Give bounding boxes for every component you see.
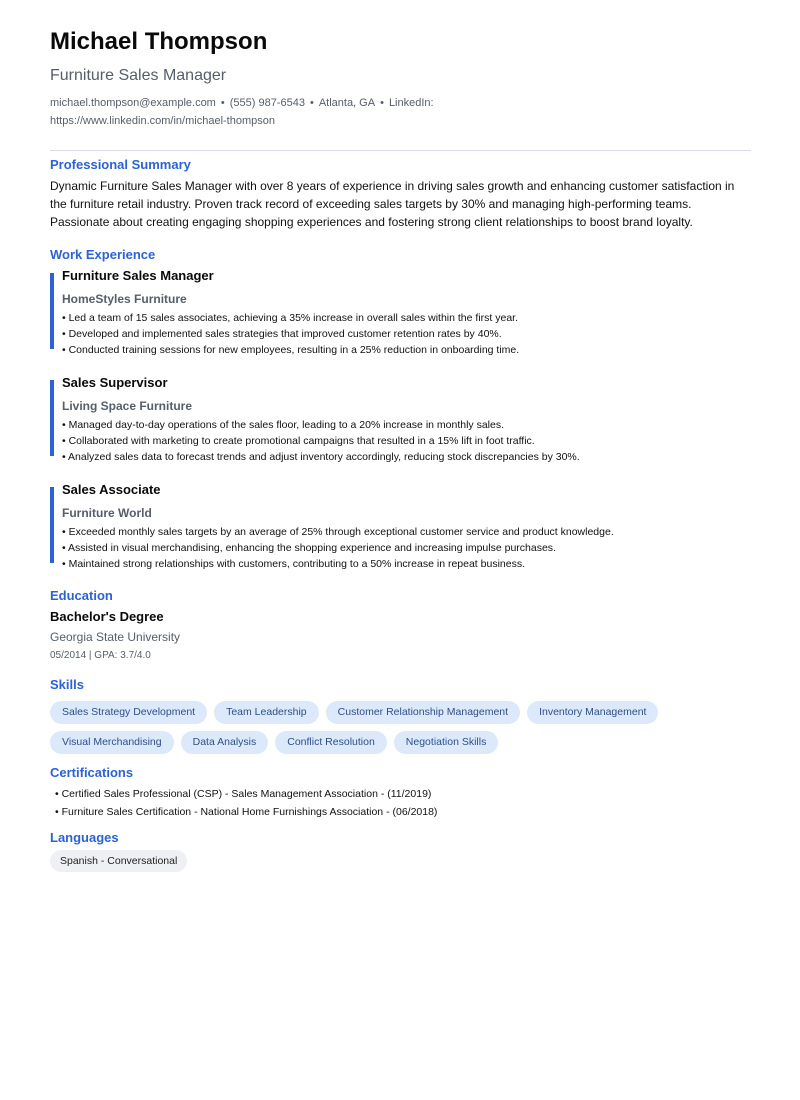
skill-chip: Negotiation Skills [394,731,499,754]
summary-section [50,157,751,231]
contact-separator: • [220,97,225,109]
education-section [50,588,751,663]
summary-text: Dynamic Furniture Sales Manager with over 8 years of experience in driving sales growth and enhancing customer satisfaction in the furniture retail industry. Proven track record of exceeding sales targets by 30% and managing high-performing teams. Passionate about creating engaging shopping experiences and fostering strong client relationships to boost brand loyalty. [50,179,735,229]
section-heading-summary: Professional Summary [50,157,191,172]
contact-separator: • [380,97,384,109]
job-bullet: • Analyzed sales data to forecast trends and adjust inventory accordingly, reducing stock discrepancies by 30%. [62,451,580,463]
job-bullet: • Managed day-to-day operations of the sales floor, leading to a 20% increase in monthly sales. [62,419,505,431]
job-accent-bar [50,380,54,456]
skills-list [50,701,750,761]
contact-phone: (555) 987-6543 [229,97,305,109]
education-school: Georgia State University [50,630,181,644]
skill-chip: Sales Strategy Development [50,701,207,724]
certification-item: • Furniture Sales Certification - National Home Furnishings Association - (06/2018) [55,806,438,818]
job-bullet: • Maintained strong relationships with customers, contributing to a 50% increase in repeat business. [62,558,526,570]
skills-section [50,677,751,761]
contact-email[interactable]: michael.thompson@example.com [50,97,216,109]
job-entry [50,267,751,358]
contact-info [50,94,450,130]
job-entry [50,374,751,465]
certifications-section [50,765,751,821]
job-bullets [62,310,751,358]
skill-chip: Conflict Resolution [275,731,387,754]
job-title: Sales Supervisor [62,375,168,390]
job-company: Living Space Furniture [62,399,193,413]
work-section [50,247,751,572]
job-title: Sales Associate [62,482,161,497]
resume-content [50,28,751,872]
job-bullet: • Assisted in visual merchandising, enhancing the shopping experience and increasing impulse purchases. [62,542,556,554]
job-bullet: • Exceeded monthly sales targets by an average of 25% through exceptional customer service and product knowledge. [62,526,614,538]
skill-chip: Visual Merchandising [50,731,174,754]
candidate-name: Michael Thompson [50,28,268,55]
certification-item: • Certified Sales Professional (CSP) - Sales Management Association - (11/2019) [55,788,432,800]
education-degree: Bachelor's Degree [50,609,164,624]
job-bullet: • Conducted training sessions for new employees, resulting in a 25% reduction in onboarding time. [62,344,520,356]
skill-chip: Data Analysis [181,731,269,754]
section-heading-education: Education [50,588,113,603]
skill-chip: Customer Relationship Management [326,701,520,724]
candidate-title: Furniture Sales Manager [50,67,227,84]
section-heading-languages: Languages [50,830,119,845]
certifications-list [50,785,751,821]
section-heading-certifications: Certifications [50,765,134,780]
job-bullets [62,417,751,465]
contact-linkedin-label: LinkedIn: [388,97,434,109]
section-heading-work: Work Experience [50,247,156,262]
skill-chip: Inventory Management [527,701,658,724]
contact-separator: • [309,97,314,109]
resume-header [50,28,751,151]
language-chip: Spanish - Conversational [50,850,187,872]
job-accent-bar [50,273,54,349]
job-bullet: • Collaborated with marketing to create promotional campaigns that resulted in a 15% lift in foot traffic. [62,435,535,447]
education-date-gpa: 05/2014 | GPA: 3.7/4.0 [50,650,151,661]
skill-chip: Team Leadership [214,701,319,724]
job-bullets [62,524,751,572]
job-bullet: • Developed and implemented sales strategies that improved customer retention rates by 40%. [62,328,502,340]
contact-linkedin-url[interactable]: https://www.linkedin.com/in/michael-thompson [50,115,275,127]
job-company: HomeStyles Furniture [62,292,187,306]
job-bullet: • Led a team of 15 sales associates, achieving a 35% increase in overall sales within the first year. [62,312,519,324]
contact-location: Atlanta, GA [318,97,376,109]
languages-list [50,850,751,872]
languages-section [50,830,751,872]
job-company: Furniture World [62,506,152,520]
job-accent-bar [50,487,54,563]
section-heading-skills: Skills [50,677,84,692]
header-divider [50,150,751,151]
job-entry [50,481,751,572]
job-title: Furniture Sales Manager [62,268,214,283]
